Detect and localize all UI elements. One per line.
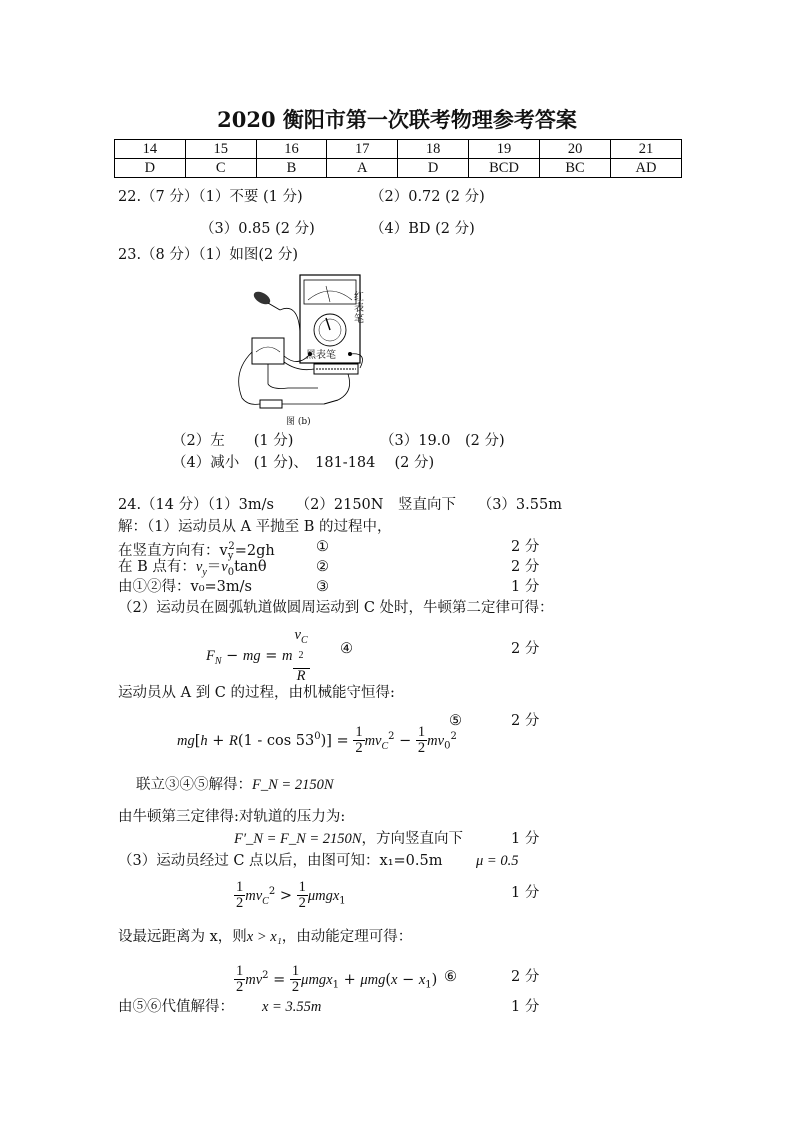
eq2-prefix: 在 B 点有： <box>118 559 196 575</box>
pressure-direction: ，方向竖直向下 <box>361 831 463 847</box>
combine-text: 联立③④⑤解得： <box>136 777 252 793</box>
eq6-tag: ⑥ <box>444 969 457 985</box>
red-probe-label: 红表笔 <box>354 292 364 325</box>
q22-part4: （4）BD (2 分) <box>370 221 475 237</box>
table-cell: BC <box>540 159 611 178</box>
final-score: 1 分 <box>511 999 540 1015</box>
table-cell: C <box>185 159 256 178</box>
eq6-score: 2 分 <box>511 969 540 985</box>
eq2: 在 B 点有：$v_y=v_0\tan\theta$ <box>118 559 267 578</box>
eq1-prefix: 在竖直方向有：v <box>118 542 228 559</box>
q24-head: 24.（14 分）（1）3m/s （2）2150N 竖直向下 （3）3.55m <box>118 497 562 513</box>
eq1-tag: ① <box>316 539 329 555</box>
far-intro-text: 设最远距离为 x，则 <box>118 929 247 945</box>
circuit-figure <box>228 272 378 436</box>
mu-value: μ = 0.5 <box>476 853 519 869</box>
eq4: $F_N$ − mg = m $v_C$ $^2$ R <box>206 627 308 684</box>
eq5-score: 2 分 <box>511 713 540 729</box>
eq1-score: 2 分 <box>511 539 540 555</box>
eq1: 在竖直方向有：$v_y^2=2gh$ <box>118 541 275 562</box>
answer-table <box>114 139 682 178</box>
table-cell: B <box>256 159 327 178</box>
q24-solution-intro: 解：（1）运动员从 A 平抛至 B 的过程中， <box>118 519 392 535</box>
table-row-answers <box>115 159 682 178</box>
q23-part3: （3）19.0 (2 分) <box>380 433 505 449</box>
q23-head: 23.（8 分）（1）如图(2 分) <box>118 247 299 263</box>
table-row-numbers <box>115 140 682 159</box>
final-prefix: 由⑤⑥代值解得： <box>118 999 234 1015</box>
pressure-eq-value: F′_N = F_N = 2150N <box>234 831 362 847</box>
q22-head: 22.（7 分）（1）不要 (1 分) <box>118 189 303 205</box>
table-cell: 17 <box>327 140 398 159</box>
eq1-rest: =2gh <box>234 542 275 559</box>
table-cell: 20 <box>540 140 611 159</box>
table-cell: D <box>398 159 469 178</box>
eq5: $mg[h + R(1 - \cos 53^0)]$ = $\frac{1}{2}$ $mv_C^2$ − $\frac{1}{2}$ $mv_0^2$ <box>177 724 457 757</box>
table-cell: D <box>115 159 186 178</box>
table-cell: AD <box>611 159 682 178</box>
eq3-tag: ③ <box>316 579 329 595</box>
eq4-score: 2 分 <box>511 641 540 657</box>
eq5-tag: ⑤ <box>449 713 462 729</box>
table-cell: BCD <box>468 159 539 178</box>
page-title: 2020 衡阳市第一次联考物理参考答案 <box>217 107 577 132</box>
part3-intro: （3）运动员经过 C 点以后，由图可知：x₁=0.5m <box>118 853 443 869</box>
far-condition: x > x₁ <box>246 929 282 945</box>
table-cell: 21 <box>611 140 682 159</box>
far-rest: ，由动能定理可得： <box>281 929 413 945</box>
eq3: 由①②得：v₀=3m/s <box>118 579 252 595</box>
q23-part4: （4）减小 (1 分)、 181-184 (2 分) <box>172 455 435 471</box>
table-cell: 18 <box>398 140 469 159</box>
far-intro <box>118 928 412 946</box>
table-cell: A <box>327 159 398 178</box>
combine-line <box>136 776 334 794</box>
combine-result: F_N = 2150N <box>252 777 334 793</box>
table-cell: 14 <box>115 140 186 159</box>
table-cell: 16 <box>256 140 327 159</box>
table-cell: 15 <box>185 140 256 159</box>
q22-part3: （3）0.85 (2 分) <box>200 221 315 237</box>
eq6: $\frac{1}{2}$ $mv^2$ = $\frac{1}{2}$ $\mu mgx_1 + \mu mg(x - x_1)$ <box>236 963 438 996</box>
eq4-tag: ④ <box>340 641 353 657</box>
kinetic-inequality: $\frac{1}{2}$ $mv_C^2$ > $\frac{1}{2}$ μmgx$_1$ <box>236 879 346 912</box>
figure-caption: 图 (b) <box>286 417 311 427</box>
part2-intro: （2）运动员在圆弧轨道做圆周运动到 C 处时，牛顿第二定律可得： <box>118 600 554 616</box>
pressure-eq <box>234 830 463 848</box>
pressure-score: 1 分 <box>511 831 540 847</box>
table-cell: 19 <box>468 140 539 159</box>
inequality-score: 1 分 <box>511 885 540 901</box>
third-law-text: 由牛顿第三定律得:对轨道的压力为: <box>118 809 346 825</box>
q22-part2: （2）0.72 (2 分) <box>370 189 485 205</box>
black-probe-label: 黑表笔 <box>306 350 336 361</box>
final-result: x = 3.55m <box>262 999 322 1015</box>
q23-part2: （2）左 (1 分) <box>172 433 294 449</box>
eq3-score: 1 分 <box>511 579 540 595</box>
eq2-tag: ② <box>316 559 329 575</box>
energy-intro: 运动员从 A 到 C 的过程，由机械能守恒得: <box>118 685 395 701</box>
eq2-score: 2 分 <box>511 559 540 575</box>
